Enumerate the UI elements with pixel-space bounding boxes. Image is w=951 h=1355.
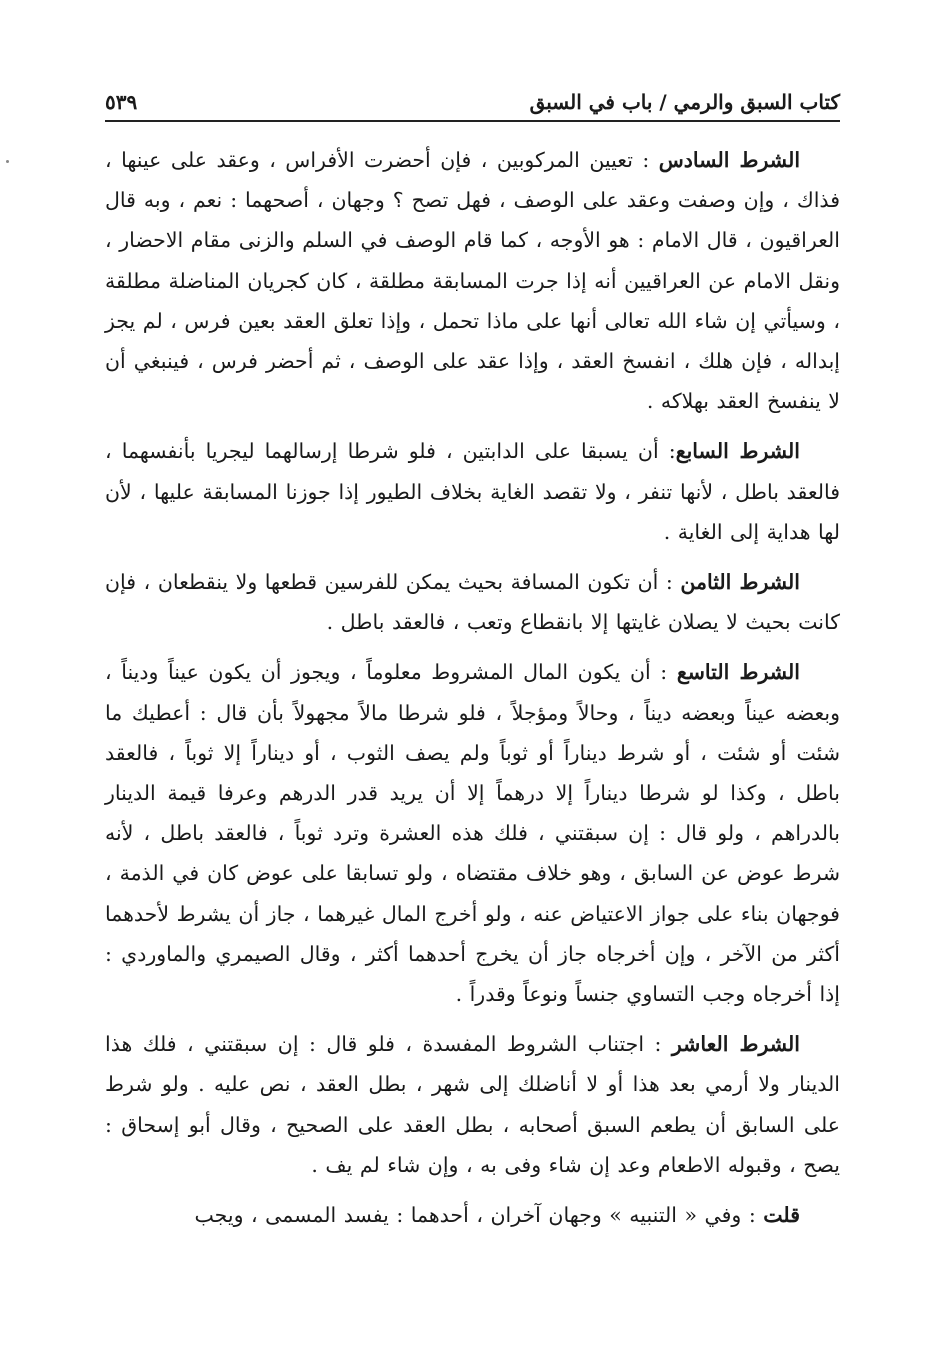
scan-speck	[6, 160, 9, 163]
paragraph-lead: قلت	[763, 1203, 800, 1228]
chapter-title: كتاب السبق والرمي / باب في السبق	[529, 90, 840, 114]
paragraph-condition-8	[105, 562, 840, 642]
paragraph-text: : أن تكون المسافة بحيث يمكن للفرسين قطعها ولا ينقطعان ، فإن كانت بحيث لا يصلان غايتها إلا بانقطاع وتعب ، فالعقد باطل .	[105, 570, 840, 635]
paragraph-condition-7	[105, 431, 840, 552]
header-divider	[105, 120, 840, 122]
running-header	[105, 78, 840, 114]
paragraph-lead: الشرط الثامن	[680, 570, 800, 595]
paragraph-text: : أن يسبقا على الدابتين ، فلو شرطا إرسالهما ليجريا بأنفسهما ، فالعقد باطل ، لأنها تنفر ، ولا تقصد الغاية بخلاف الطيور إذا جوزنا المسابقة عليها ، لأن لها هداية إلى الغاية .	[105, 439, 840, 544]
page-number: ٥٣٩	[105, 90, 138, 114]
paragraph-condition-9	[105, 652, 840, 1014]
paragraph-lead: الشرط التاسع	[676, 660, 800, 685]
paragraph-lead: الشرط السابع	[675, 439, 800, 464]
paragraph-condition-6	[105, 140, 840, 421]
paragraph-text: : تعيين المركوبين ، فإن أحضرت الأفراس ، وعقد على عينها ، فذاك ، وإن وصفت وعقد على الوصف ، فهل تصح ؟ وجهان ، أصحهما : نعم ، وبه قال العراقيون ، قال الامام : هو الأوجه ، كما قام الوصف في السلم والزنى مقام الاحضار ، ونقل الامام عن العراقيين أنه إذا جرت المسابقة مطلقة ، كان كجريان المناضلة مطلقة ، وسيأتي إن شاء الله تعالى أنها على ماذا تحمل ، وإذا تعلق العقد بعين فرس ، لم يجز إبداله ، فإن هلك ، انفسخ العقد ، وإذا عقد على الوصف ، ثم أحضر فرس ، فينبغي أن لا ينفسخ العقد بهلاكه .	[105, 148, 840, 414]
book-page	[105, 78, 840, 1245]
paragraph-text: : اجتناب الشروط المفسدة ، فلو قال : إن سبقتني ، فلك هذا الدينار ولا أرمي بعد هذا أو لا أناضلك إلى شهر ، بطل العقد ، نص عليه . ولو شرط على السابق أن يطعم السبق أصحابه ، بطل العقد على الصحيح ، وقال أبو إسحاق : يصح ، وقبوله الاطعام وعد إن شاء وفى به ، وإن شاء لم يف .	[105, 1032, 840, 1177]
paragraph-lead: الشرط السادس	[658, 148, 801, 172]
paragraph-condition-10	[105, 1024, 840, 1185]
paragraph-text: : وفي « التنبيه » وجهان آخران ، أحدهما : يفسد المسمى ، ويجب	[194, 1203, 764, 1228]
paragraph-note	[105, 1195, 840, 1235]
paragraph-lead: الشرط العاشر	[671, 1032, 800, 1057]
paragraph-text: : أن يكون المال المشروط معلوماً ، ويجوز أن يكون عيناً وديناً ، وبعضه عيناً وبعضه ديناً ، وحالاً ومؤجلاً ، فلو شرطا مالاً مجهولاً بأن قال : أعطيك ما شئت أو شئت ، أو شرط ديناراً أو ثوباً ولم يصف الثوب ، أو ديناراً إلا ثوباً ، فالعقد باطل ، وكذا لو شرطا ديناراً إلا درهماً إلا أن يريد قدر الدرهم وعرفا قيمة الدينار بالدراهم ، ولو قال : إن سبقتني ، فلك هذه العشرة وترد ثوباً ، فالعقد باطل ، لأنه شرط عوض عن السابق ، وهو خلاف مقتضاه ، ولو تسابقا على عوض كان في الذمة ، فوجهان بناء على جواز الاعتياض عنه ، ولو أخرج المال غيرهما ، جاز أن يشرط لأحدهما أكثر من الآخر ، وإن أخرجاه جاز أن يخرج أحدهما أكثر ، وقال الصيمري والماوردي : إذا أخرجاه وجب التساوي جنساً ونوعاً وقدراً .	[105, 660, 840, 1007]
